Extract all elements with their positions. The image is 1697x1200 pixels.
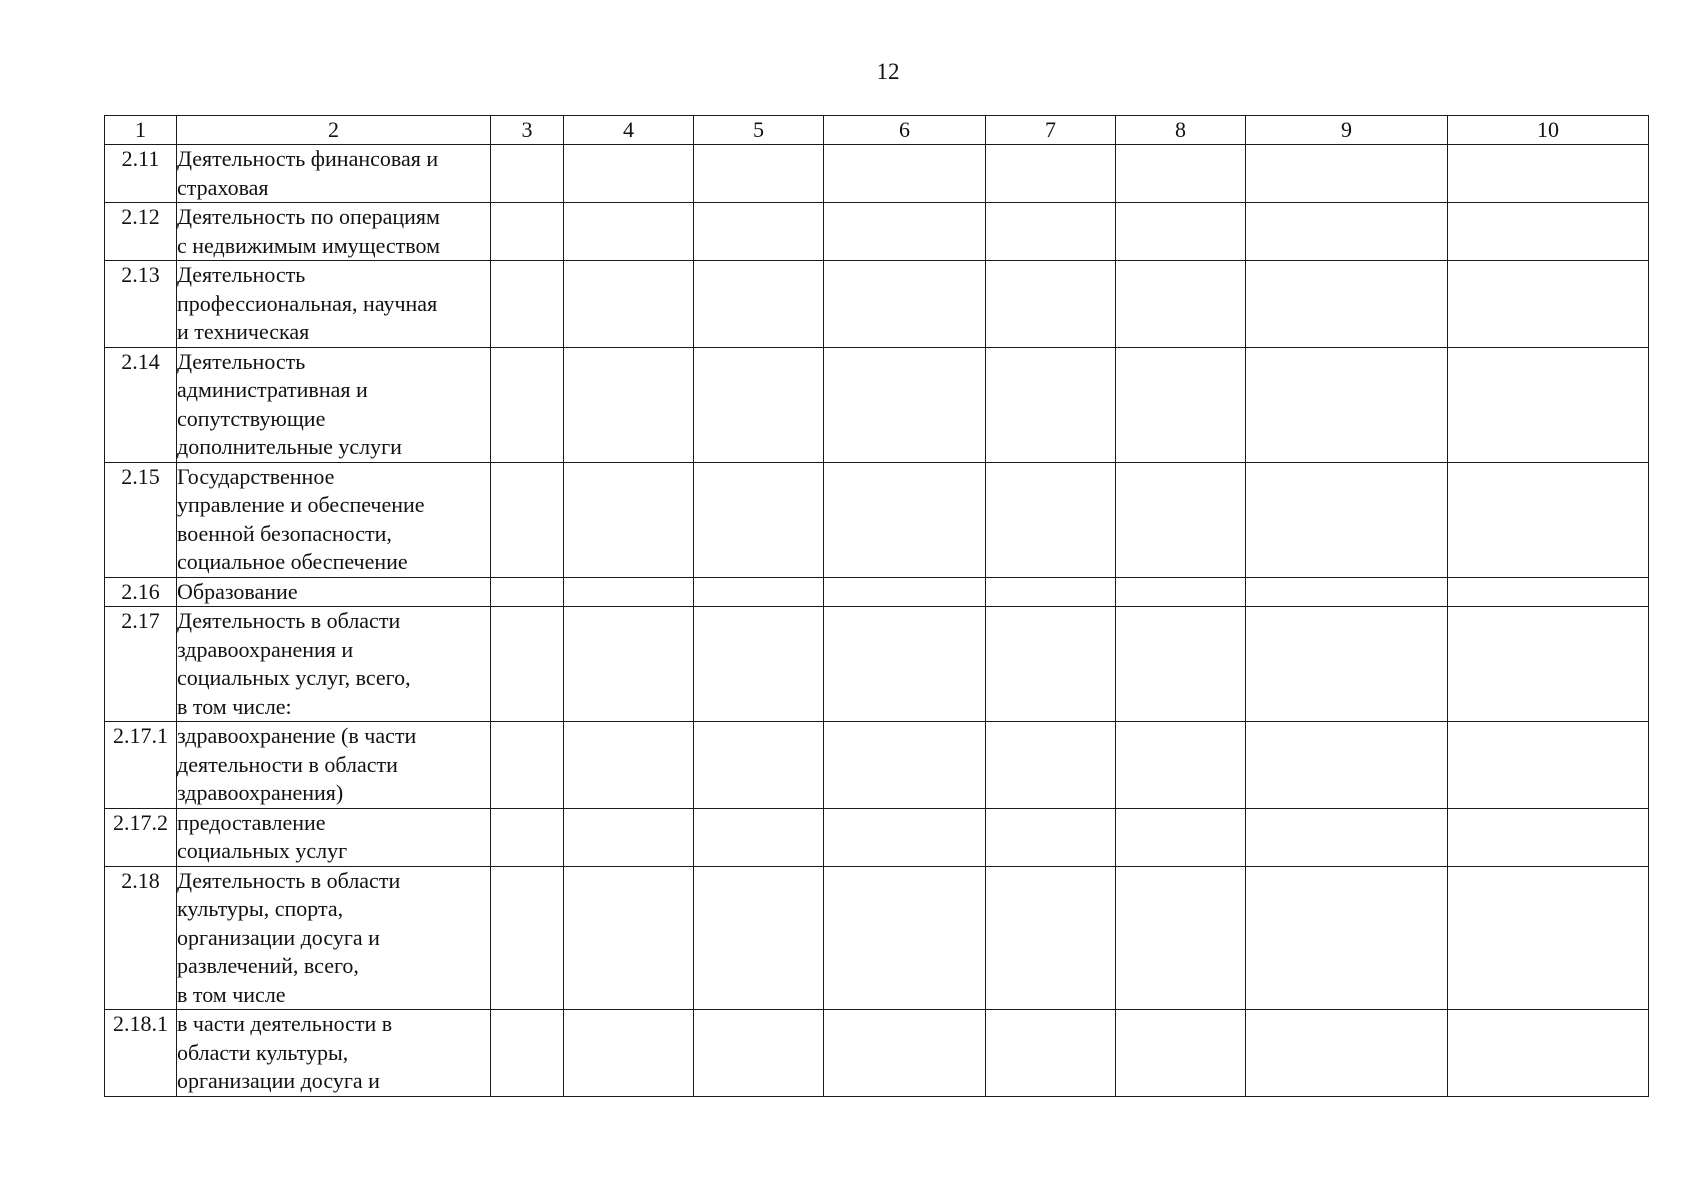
value-cell <box>1116 1010 1246 1097</box>
value-cell <box>694 607 824 722</box>
value-cell <box>1448 1010 1649 1097</box>
value-cell <box>824 808 986 866</box>
value-cell <box>1116 808 1246 866</box>
value-cell <box>1116 866 1246 1010</box>
value-cell <box>1246 866 1448 1010</box>
value-cell <box>824 577 986 607</box>
table-row <box>105 607 1649 722</box>
value-cell <box>986 722 1116 809</box>
value-cell <box>491 462 564 577</box>
value-cell <box>1246 347 1448 462</box>
value-cell <box>1448 261 1649 348</box>
row-name: Деятельность финансовая и страховая <box>177 145 491 203</box>
row-number: 2.11 <box>105 145 177 203</box>
value-cell <box>564 866 694 1010</box>
value-cell <box>1448 607 1649 722</box>
value-cell <box>1116 203 1246 261</box>
row-name: Деятельность административная и сопутствующие дополнительные услуги <box>177 347 491 462</box>
value-cell <box>986 808 1116 866</box>
value-cell <box>1246 722 1448 809</box>
value-cell <box>824 145 986 203</box>
value-cell <box>694 866 824 1010</box>
row-number: 2.15 <box>105 462 177 577</box>
column-numbers-row <box>105 116 1649 145</box>
value-cell <box>564 808 694 866</box>
row-name: Деятельность профессиональная, научная и техническая <box>177 261 491 348</box>
column-header: 6 <box>824 116 986 145</box>
row-name: Государственное управление и обеспечение военной безопасности, социальное обеспечение <box>177 462 491 577</box>
column-header: 10 <box>1448 116 1649 145</box>
value-cell <box>824 203 986 261</box>
value-cell <box>491 722 564 809</box>
page-number: 12 <box>876 59 900 84</box>
value-cell <box>1116 722 1246 809</box>
data-table <box>104 115 1649 1097</box>
value-cell <box>491 808 564 866</box>
value-cell <box>824 722 986 809</box>
row-number: 2.14 <box>105 347 177 462</box>
column-header: 1 <box>105 116 177 145</box>
table-row <box>105 722 1649 809</box>
value-cell <box>1448 203 1649 261</box>
value-cell <box>491 203 564 261</box>
value-cell <box>986 607 1116 722</box>
value-cell <box>491 145 564 203</box>
row-name: Деятельность по операциям с недвижимым имуществом <box>177 203 491 261</box>
table-row <box>105 1010 1649 1097</box>
column-header: 8 <box>1116 116 1246 145</box>
value-cell <box>1116 462 1246 577</box>
row-number: 2.18 <box>105 866 177 1010</box>
value-cell <box>986 203 1116 261</box>
value-cell <box>986 577 1116 607</box>
value-cell <box>824 347 986 462</box>
value-cell <box>824 607 986 722</box>
row-number: 2.17 <box>105 607 177 722</box>
value-cell <box>491 347 564 462</box>
value-cell <box>694 145 824 203</box>
table-row <box>105 261 1649 348</box>
table-row <box>105 145 1649 203</box>
value-cell <box>1246 808 1448 866</box>
value-cell <box>1448 866 1649 1010</box>
value-cell <box>1246 145 1448 203</box>
value-cell <box>824 261 986 348</box>
value-cell <box>491 261 564 348</box>
value-cell <box>564 347 694 462</box>
value-cell <box>1448 347 1649 462</box>
value-cell <box>564 1010 694 1097</box>
value-cell <box>694 203 824 261</box>
value-cell <box>1116 261 1246 348</box>
table-row <box>105 203 1649 261</box>
value-cell <box>694 808 824 866</box>
value-cell <box>694 261 824 348</box>
row-number: 2.17.1 <box>105 722 177 809</box>
value-cell <box>1448 577 1649 607</box>
row-name: в части деятельности в области культуры, организации досуга и <box>177 1010 491 1097</box>
value-cell <box>694 462 824 577</box>
value-cell <box>564 261 694 348</box>
value-cell <box>564 203 694 261</box>
value-cell <box>1246 261 1448 348</box>
value-cell <box>564 462 694 577</box>
value-cell <box>491 577 564 607</box>
row-number: 2.12 <box>105 203 177 261</box>
value-cell <box>1116 145 1246 203</box>
value-cell <box>1246 1010 1448 1097</box>
value-cell <box>1448 145 1649 203</box>
value-cell <box>564 145 694 203</box>
row-number: 2.17.2 <box>105 808 177 866</box>
value-cell <box>824 1010 986 1097</box>
column-header: 7 <box>986 116 1116 145</box>
value-cell <box>491 1010 564 1097</box>
value-cell <box>824 866 986 1010</box>
table-row <box>105 462 1649 577</box>
value-cell <box>1246 577 1448 607</box>
value-cell <box>1116 577 1246 607</box>
value-cell <box>491 607 564 722</box>
value-cell <box>1448 722 1649 809</box>
table-row <box>105 866 1649 1010</box>
value-cell <box>1116 347 1246 462</box>
value-cell <box>491 866 564 1010</box>
column-header: 2 <box>177 116 491 145</box>
value-cell <box>986 1010 1116 1097</box>
row-name: предоставление социальных услуг <box>177 808 491 866</box>
value-cell <box>1246 607 1448 722</box>
row-name: Деятельность в области культуры, спорта, организации досуга и развлечений, всего, в том числе <box>177 866 491 1010</box>
value-cell <box>564 577 694 607</box>
value-cell <box>824 462 986 577</box>
value-cell <box>694 722 824 809</box>
value-cell <box>1246 462 1448 577</box>
table-row <box>105 577 1649 607</box>
value-cell <box>1246 203 1448 261</box>
column-header: 4 <box>564 116 694 145</box>
value-cell <box>564 722 694 809</box>
table-row <box>105 808 1649 866</box>
value-cell <box>564 607 694 722</box>
column-header: 3 <box>491 116 564 145</box>
row-name: здравоохранение (в части деятельности в области здравоохранения) <box>177 722 491 809</box>
table-body <box>105 145 1649 1097</box>
value-cell <box>694 577 824 607</box>
row-name: Образование <box>177 577 491 607</box>
value-cell <box>986 261 1116 348</box>
value-cell <box>694 347 824 462</box>
value-cell <box>986 347 1116 462</box>
row-number: 2.13 <box>105 261 177 348</box>
value-cell <box>694 1010 824 1097</box>
value-cell <box>986 462 1116 577</box>
row-number: 2.18.1 <box>105 1010 177 1097</box>
column-header: 9 <box>1246 116 1448 145</box>
row-name: Деятельность в области здравоохранения и социальных услуг, всего, в том числе: <box>177 607 491 722</box>
value-cell <box>1448 808 1649 866</box>
table-row <box>105 347 1649 462</box>
column-header: 5 <box>694 116 824 145</box>
value-cell <box>986 145 1116 203</box>
value-cell <box>986 866 1116 1010</box>
value-cell <box>1448 462 1649 577</box>
row-number: 2.16 <box>105 577 177 607</box>
value-cell <box>1116 607 1246 722</box>
